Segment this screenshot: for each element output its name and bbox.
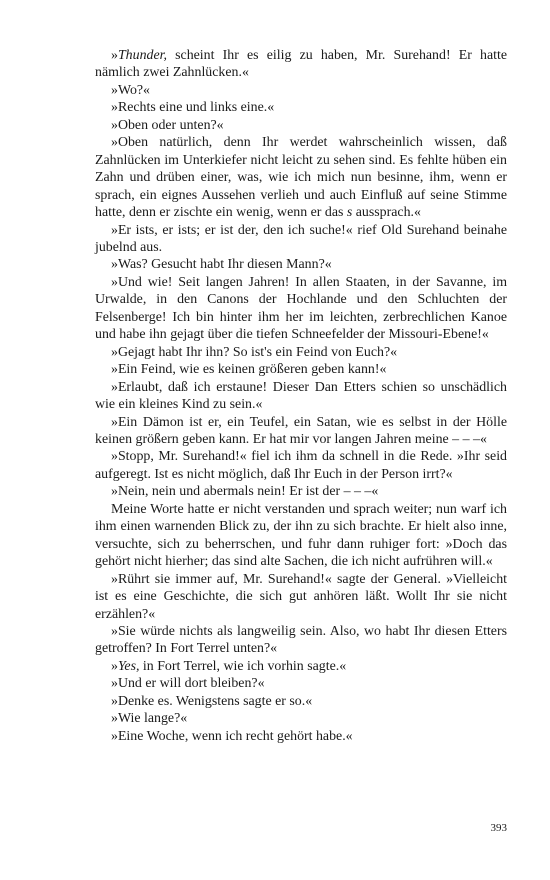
text-segment: »Was? Gesucht habt Ihr diesen Mann?« [111,257,332,273]
text-segment: »Er ists, er ists; er ist der, den ich suche!« rief Old Surehand beinahe jubelnd aus. [95,222,507,255]
paragraph [95,47,507,82]
text-segment: »Ein Dämon ist er, ein Teufel, ein Satan, wie es selbst in der Hölle keinen größern geben kann. Er hat mir vor langen Jahren meine – – –« [95,414,507,447]
text-segment: »Stopp, Mr. Surehand!« fiel ich ihm da schnell in die Rede. »Ihr seid aufgeregt. Ist es nicht möglich, daß Ihr Euch in der Person irrt?« [95,449,507,482]
italic-text: Yes, [117,658,140,674]
paragraph [95,658,507,675]
text-segment: Meine Worte hatte er nicht verstanden und sprach weiter; nun warf ich ihm einen warnenden Blick zu, der ihn zu sich brachte. Er hielt also inne, versuchte, sich zu beherrschen, und fuhr dann ruhiger fort: »Doch das gehört nicht hierher; das sind alte Sachen, die ich nicht aufrühren will.« [95,501,507,570]
paragraph [95,675,507,692]
text-segment: »Und er will dort bleiben?« [111,676,265,692]
text-segment: »Und wie! Seit langen Jahren! In allen Staaten, in der Savanne, im Urwalde, in den Canons der Hochlande und den Schluchten der Felsenberge! Ich bin hinter ihm her im leichten, zerbrechlichen Kanoe und habe ihn gejagt über die tiefen Schneefelder der Missouri-Ebene!« [95,274,507,343]
paragraph [95,728,507,745]
text-segment: aussprach.« [352,205,421,221]
paragraph [95,448,507,483]
text-segment: »Ein Feind, wie es keinen größeren geben kann!« [111,362,387,378]
paragraph [95,693,507,710]
text-segment: »Sie würde nichts als langweilig sein. Also, wo habt Ihr diesen Etters getroffen? In Fort Terrel unten?« [95,623,507,657]
paragraph [95,117,507,134]
page-number: 393 [490,822,507,834]
paragraph [95,623,507,658]
italic-text: s [346,205,353,221]
paragraph [95,501,507,571]
paragraph [95,222,507,257]
text-segment: » [111,48,118,63]
text-segment: »Erlaubt, daß ich erstaune! Dieser Dan Etters schien so unschädlich wie ein kleines Kind zu sein.« [95,379,507,413]
paragraph [95,483,507,500]
paragraph [95,134,507,221]
text-segment: »Wie lange?« [111,711,188,727]
paragraph [95,379,507,414]
text-segment: »Oben oder unten?« [111,117,224,133]
text-segment: »Nein, nein und abermals nein! Er ist der – – –« [111,484,379,500]
text-segment: »Eine Woche, wenn ich recht gehört habe.« [111,728,353,744]
text-segment: » [111,658,118,674]
text-segment: »Rührt sie immer auf, Mr. Surehand!« sagte der General. »Vielleicht ist es eine Geschichte, die sich gut anhören läßt. Wollt Ihr sie nicht erzählen?« [95,571,507,622]
text-segment: »Denke es. Wenigstens sagte er so.« [111,693,313,709]
italic-text: Thunder, [117,48,167,63]
text-segment: in Fort Terrel, wie ich vorhin sagte.« [139,658,347,674]
paragraph [95,274,507,344]
paragraph [95,361,507,378]
paragraph [95,571,507,623]
text-segment: »Wo?« [111,82,150,98]
paragraph [95,414,507,449]
paragraph [95,99,507,116]
text-segment: »Oben natürlich, denn Ihr werdet wahrscheinlich wissen, daß Zahnlücken im Unterkiefer nicht leicht zu sehen sind. Es fehlte hüben ein Zahn und drüben einer, was, wie ich mich nun besinne, ihm, wenn er sprach, ein eignes Aussehen verlieh und auch Einfluß auf seine Stimme hatte, denn er zischte ein wenig, wenn er das [95,135,507,221]
paragraph [95,344,507,361]
text-segment: »Gejagt habt Ihr ihn? So ist's ein Feind von Euch?« [111,344,398,360]
text-segment: »Rechts eine und links eine.« [111,100,275,116]
paragraph [95,82,507,99]
text-segment: scheint Ihr es eilig zu haben, Mr. Surehand! Er hatte nämlich zwei Zahnlücken.« [95,48,507,81]
book-page-text [95,47,507,745]
paragraph [95,256,507,273]
paragraph [95,710,507,727]
